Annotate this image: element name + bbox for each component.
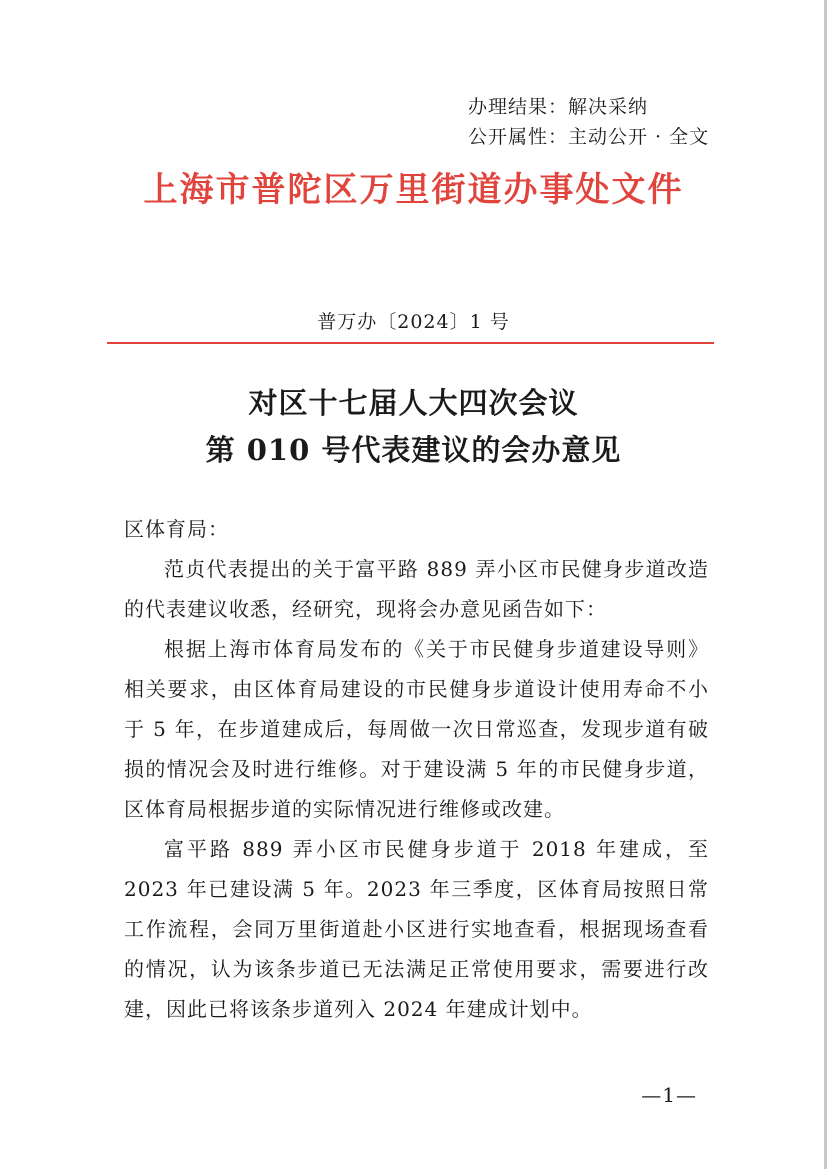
document-body <box>124 509 709 1029</box>
red-divider-line <box>107 342 714 344</box>
issuer-header: 上海市普陀区万里街道办事处文件 <box>143 170 684 210</box>
document-number: 普万办〔2024〕1 号 <box>317 311 510 333</box>
title-line-2: 第 010 号代表建议的会办意见 <box>205 433 622 467</box>
paragraph-2: 根据上海市体育局发布的《关于市民健身步道建设导则》相关要求，由区体育局建设的市民健身步道设计使用寿命不小于 5 年，在步道建成后，每周做一次日常巡查，发现步道有破损的情况会及时进行维修。对于建设满 5 年的市民健身步道，区体育局根据步道的实际情况进行维修或改建。 <box>124 637 709 821</box>
document-title <box>0 380 827 474</box>
page-number: —1— <box>641 1083 697 1107</box>
addressee: 区体育局： <box>124 517 229 541</box>
document-metadata <box>468 92 709 152</box>
handling-result: 办理结果：解决采纳 <box>468 96 649 118</box>
paragraph-1: 范贞代表提出的关于富平路 889 弄小区市民健身步道改造的代表建议收悉，经研究，现将会办意见函告如下： <box>124 557 709 621</box>
title-line-1: 对区十七届人大四次会议 <box>248 386 579 420</box>
paragraph-3: 富平路 889 弄小区市民健身步道于 2018 年建成，至 2023 年已建设满 5 年。2023 年三季度，区体育局按照日常工作流程，会同万里街道赴小区进行实地查看，根据现场查看的情况，认为该条步道已无法满足正常使用要求，需要进行改建，因此已将该条步道列入 2024 年建成计划中。 <box>124 837 709 1021</box>
disclosure-attribute: 公开属性：主动公开 · 全文 <box>468 126 710 148</box>
